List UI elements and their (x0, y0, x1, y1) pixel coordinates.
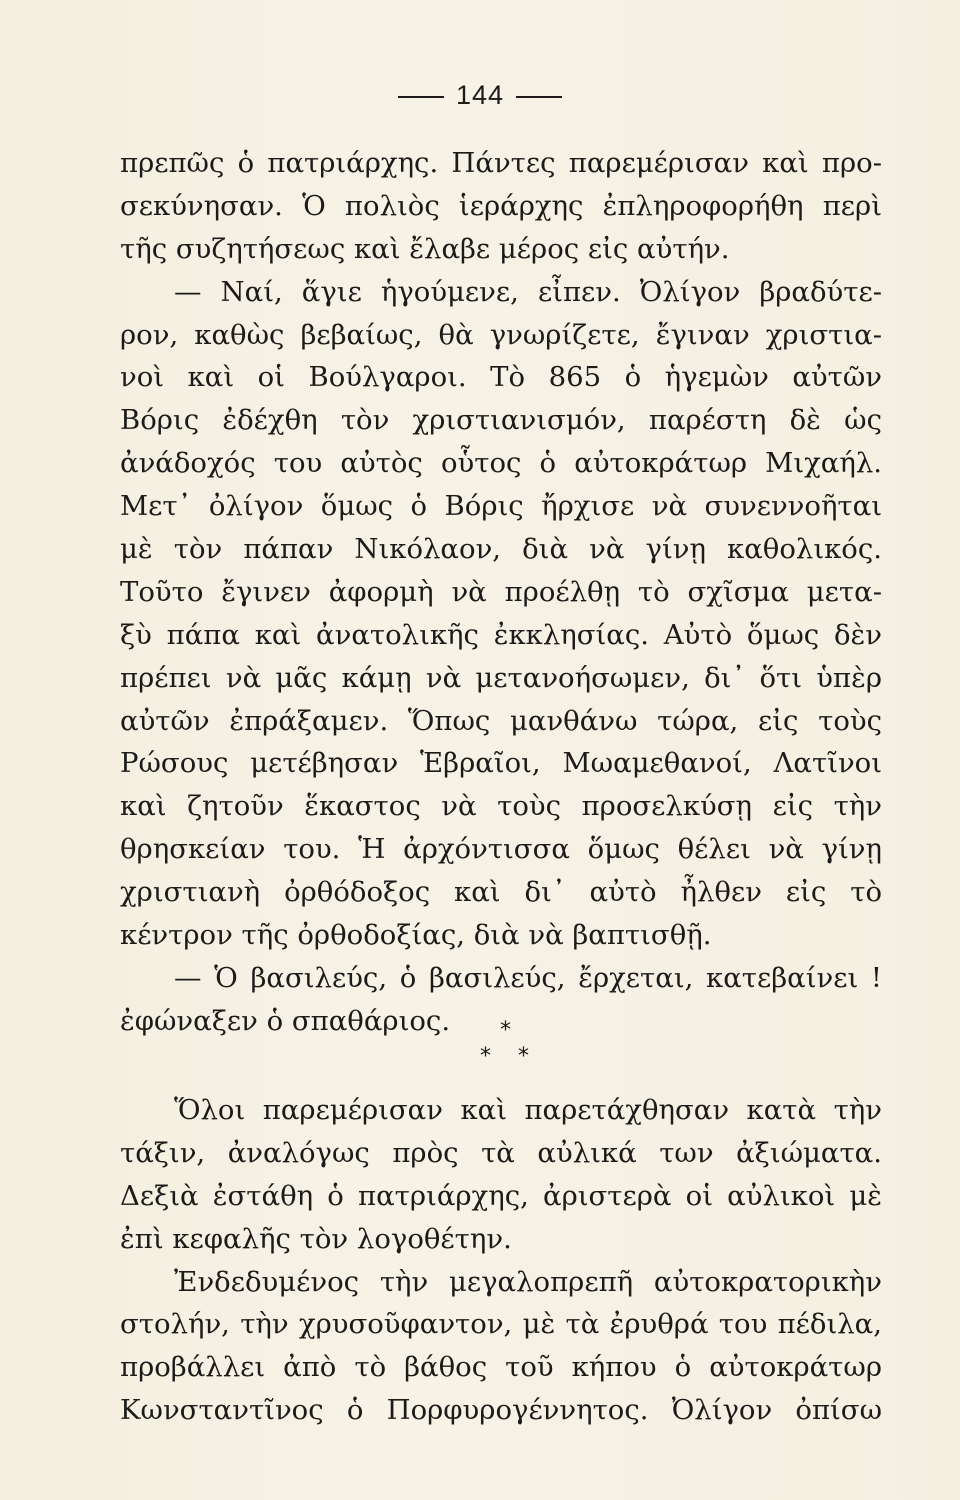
text-line: πρεπῶς ὁ πατριάρχης. Πάντες παρεμέρισαν καὶ προ- (120, 147, 882, 179)
text-line: τῆς συζητήσεως καὶ ἔλαβε μέρος εἰς αὐτήν. (120, 232, 730, 265)
text-line: κέντρον τῆς ὀρθοδοξίας, διὰ νὰ βαπτισθῇ. (120, 919, 712, 952)
section-break-asterism (470, 1018, 550, 1082)
text-line: Μετ᾽ ὀλίγον ὅμως ὁ Βόρις ἤρχισε νὰ συνεννοῆται (120, 490, 882, 523)
text-line: μὲ τὸν πάπαν Νικόλαον, διὰ νὰ γίνῃ καθολικός. (120, 533, 882, 566)
page-header (0, 80, 960, 111)
text-line: ξὺ πάπα καὶ ἀνατολικῆς ἐκκλησίας. Αὐτὸ ὅμως δὲν (120, 618, 882, 651)
asterisk-mark: * (480, 1044, 491, 1069)
header-dash-left (398, 96, 444, 98)
header-dash-right (516, 96, 562, 98)
text-line: ἀνάδοχός του αὐτὸς οὗτος ὁ αὐτοκράτωρ Μιχαήλ. (120, 447, 882, 480)
asterisk-mark: * (500, 1018, 511, 1043)
text-line: Τοῦτο ἔγινεν ἀφορμὴ νὰ προέλθῃ τὸ σχῖσμα μετα- (120, 575, 882, 608)
page-number: 144 (455, 80, 505, 110)
text-line: Ἐνδεδυμένος τὴν μεγαλοπρεπῆ αὐτοκρατορικὴν (174, 1265, 882, 1298)
text-line: πρέπει νὰ μᾶς κάμῃ νὰ μετανοήσωμεν, δι᾽ ὅτι ὑπὲρ (120, 661, 882, 694)
text-line: Κωνσταντῖνος ὁ Πορφυρογέννητος. Ὀλίγον ὀπίσω (120, 1394, 882, 1427)
text-line: ρον, καθὼς βεβαίως, θὰ γνωρίζετε, ἔγιναν χριστια- (120, 318, 882, 351)
text-line: στολήν, τὴν χρυσοῦφαντον, μὲ τὰ ἐρυθρά του πέδιλα, (120, 1308, 882, 1341)
text-line: σεκύνησαν. Ὁ πολιὸς ἱεράρχης ἐπληροφορήθη περὶ (120, 189, 882, 222)
text-line: αὐτῶν ἐπράξαμεν. Ὅπως μανθάνω τώρα, εἰς τοὺς (120, 704, 882, 737)
text-line: καὶ ζητοῦν ἕκαστος νὰ τοὺς προσελκύσῃ εἰς τὴν (120, 790, 882, 823)
text-line: χριστιανὴ ὀρθόδοξος καὶ δι᾽ αὐτὸ ἦλθεν εἰς τὸ (120, 876, 882, 909)
text-line: τάξιν, ἀναλόγως πρὸς τὰ αὐλικά των ἀξιώματα. (120, 1136, 882, 1169)
text-line: Δεξιὰ ἐστάθη ὁ πατριάρχης, ἀριστερὰ οἱ αὐλικοὶ μὲ (120, 1179, 882, 1212)
text-line: — Ὁ βασιλεύς, ὁ βασιλεύς, ἔρχεται, κατεβαίνει ! (174, 961, 882, 994)
text-line: Βόρις ἐδέχθη τὸν χριστιανισμόν, παρέστη δὲ ὡς (120, 404, 882, 437)
text-line: — Ναί, ἅγιε ἡγούμενε, εἶπεν. Ὀλίγον βραδύτε- (174, 275, 882, 308)
asterisk-mark: * (518, 1044, 529, 1069)
text-line: Ρώσους μετέβησαν Ἑβραῖοι, Μωαμεθανοί, Λατῖνοι (120, 747, 882, 780)
text-line: ἐφώναξεν ὁ σπαθάριος. (120, 1004, 451, 1037)
text-block-2 (120, 1089, 882, 1432)
text-block-1 (120, 142, 882, 1043)
text-line: θρησκείαν του. Ἡ ἀρχόντισσα ὅμως θέλει νὰ γίνῃ (120, 833, 882, 866)
text-line: νοὶ καὶ οἱ Βούλγαροι. Τὸ 865 ὁ ἡγεμὼν αὐτῶν (120, 361, 882, 394)
text-line: Ὅλοι παρεμέρισαν καὶ παρετάχθησαν κατὰ τὴν (174, 1094, 882, 1126)
text-line: ἐπὶ κεφαλῆς τὸν λογοθέτην. (120, 1222, 512, 1255)
text-line: προβάλλει ἀπὸ τὸ βάθος τοῦ κήπου ὁ αὐτοκράτωρ (120, 1351, 882, 1384)
